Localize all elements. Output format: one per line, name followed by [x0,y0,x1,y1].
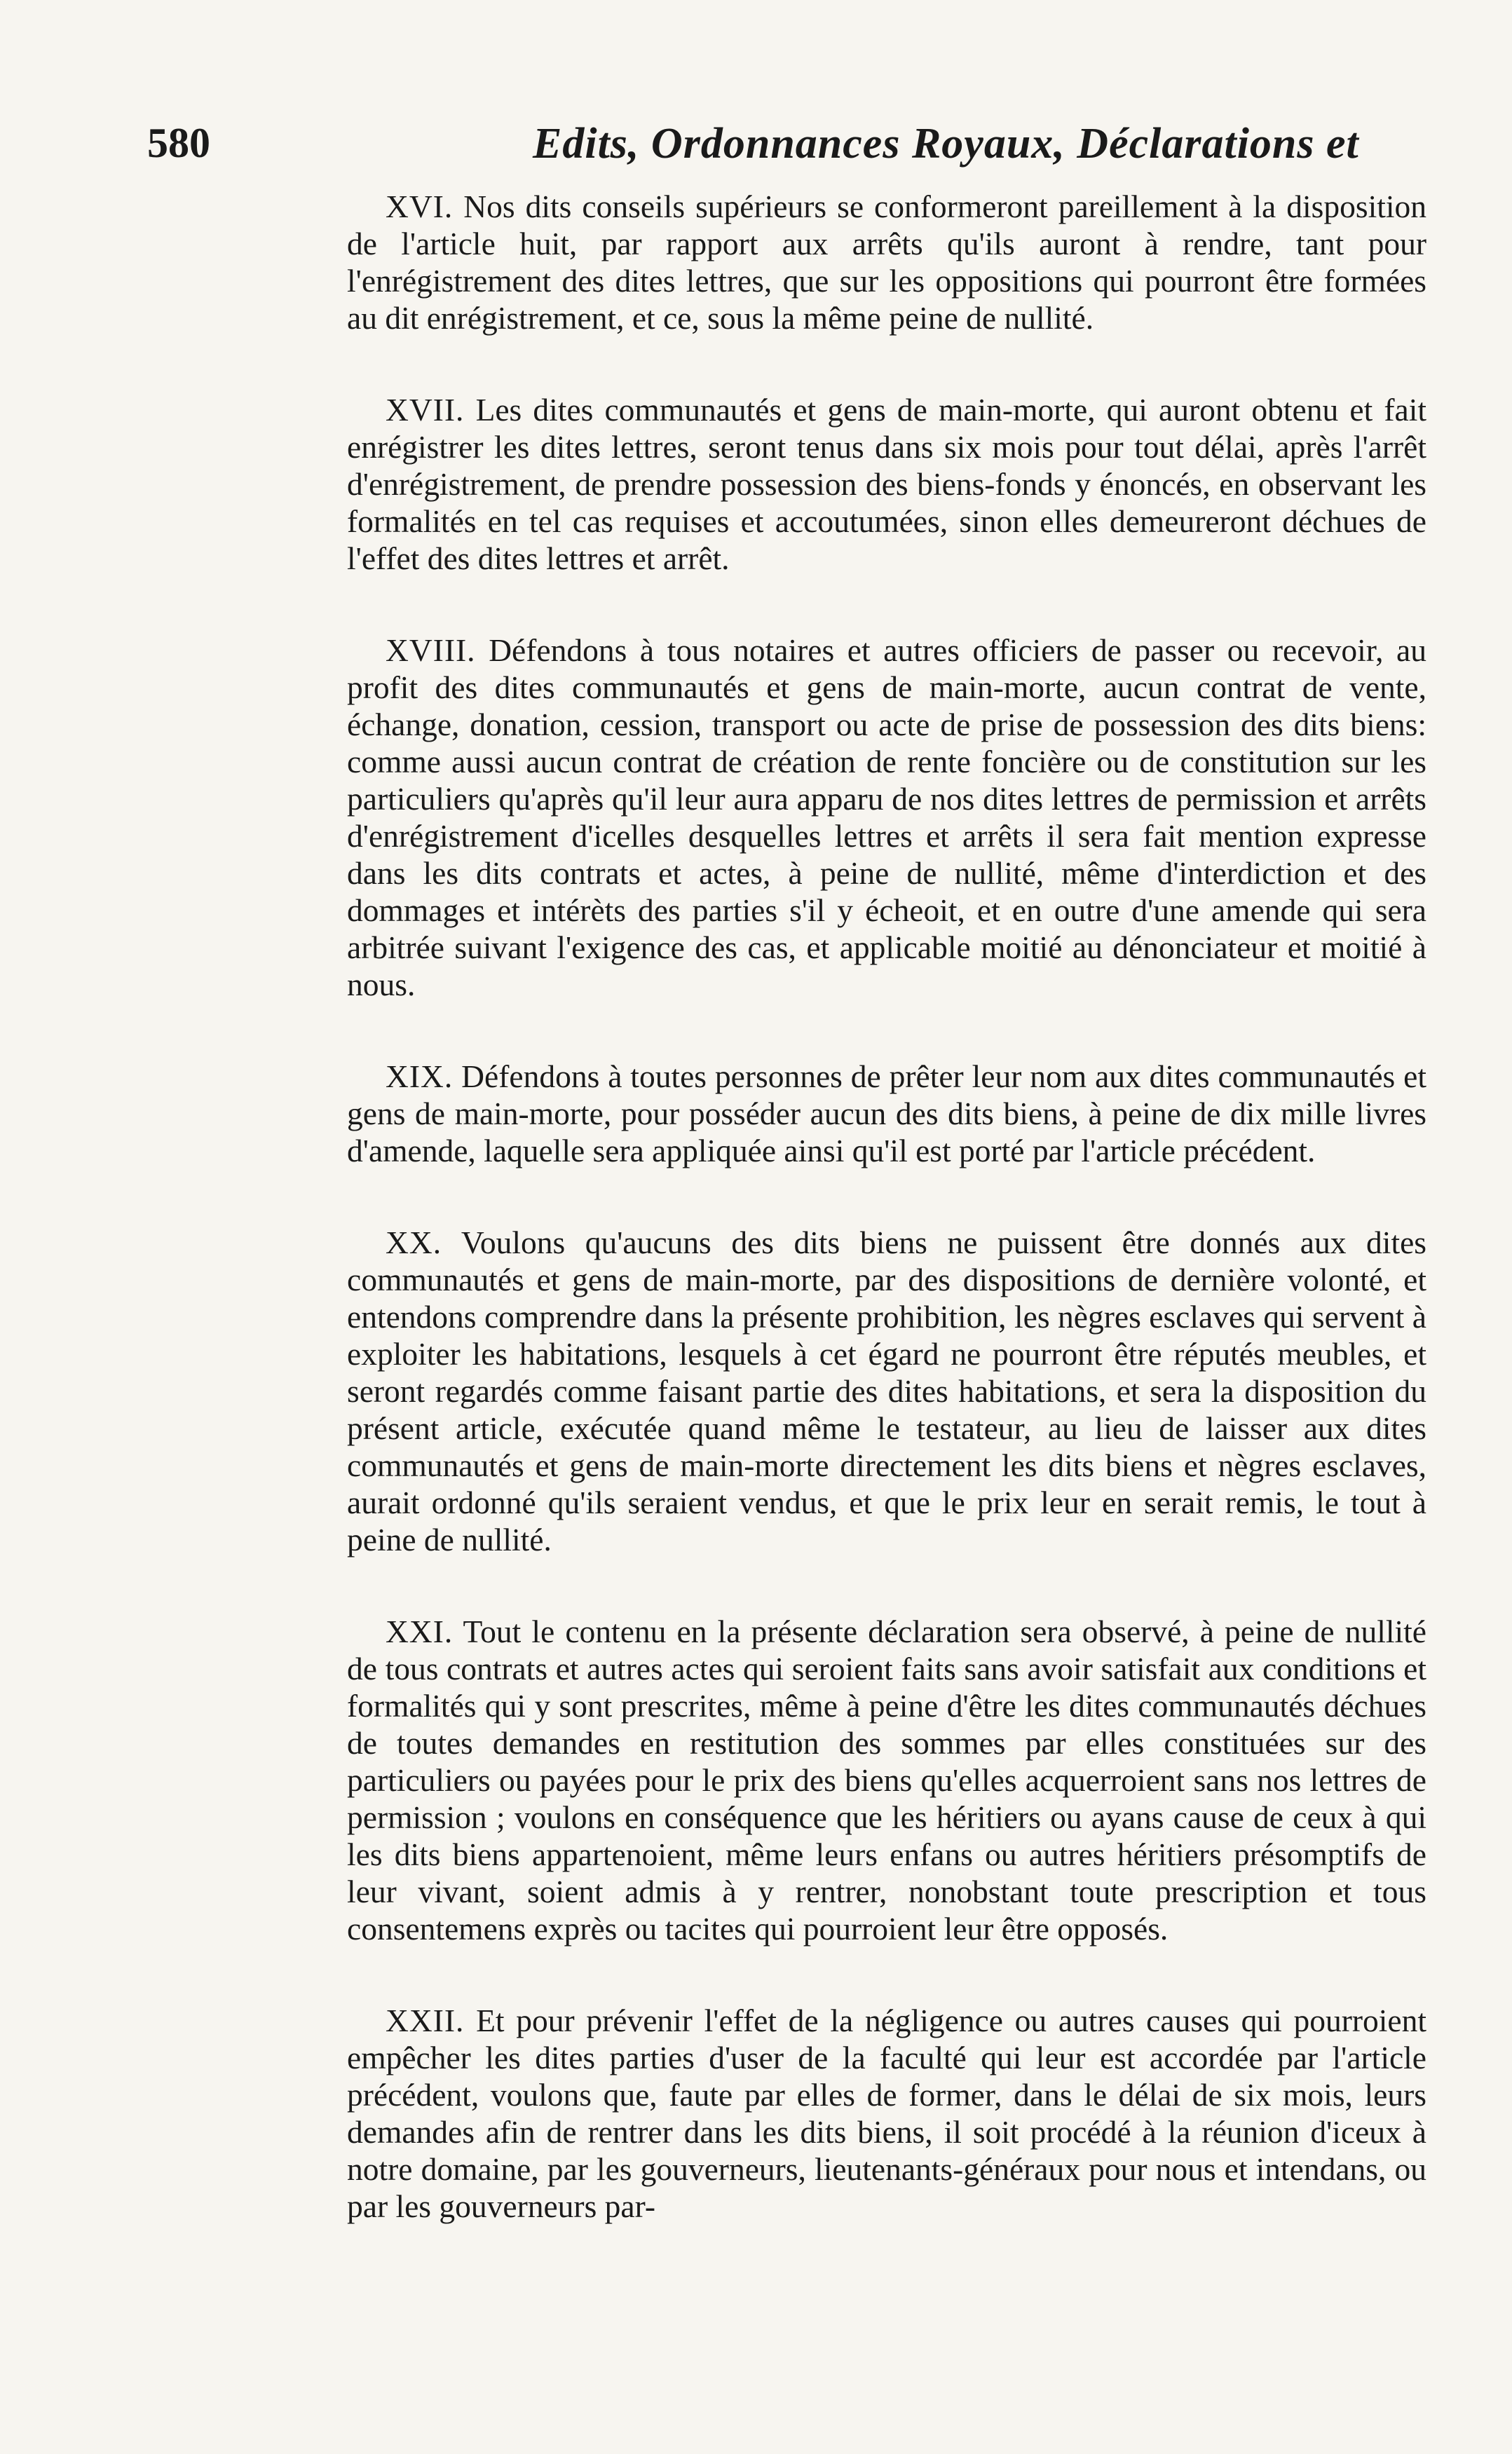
article-number: XX. [386,1225,442,1260]
running-title: Edits, Ordonnances Royaux, Déclarations et [533,120,1359,168]
article-number: XIX. [386,1058,454,1094]
article-number: XVII. [386,392,465,428]
article-number: XXI. [386,1614,454,1649]
article-number: XVI. [386,189,454,224]
page-number: 580 [147,120,210,166]
article-xxii [347,2002,1426,2225]
article-number: XXII. [386,2003,465,2038]
article-text: Défendons à tous notaires et autres officiers de passer ou recevoir, au profit des dites communautés et gens de main-morte, aucun contrat de vente, échange, donation, cession, transport ou acte de prise de possession des dits biens: comme aussi aucun contrat de création de rente foncière ou de constitution sur les particuliers qu'après qu'il leur aura apparu de nos dites lettres de permission et arrêts d'enrégistrement d'icelles desquelles lettres et arrêts il sera fait mention expresse dans les dits contrats et actes, à peine de nullité, même d'interdiction et des dommages et intérèts des parties s'il y écheoit, et en outre d'une amende qui sera arbitrée suivant l'exigence des cas, et applicable moitié au dénonciateur et moitié à nous. [347,632,1427,1002]
article-text: Et pour prévenir l'effet de la négligence ou autres causes qui pourroient empêcher les dites parties d'user de la faculté qui leur est accordée par l'article précédent, voulons que, faute par elles de former, dans le délai de six mois, leurs demandes afin de rentrer dans les dits biens, il soit procédé à la réunion d'iceux à notre domaine, par les gouverneurs, lieutenants-généraux pour nous et intendans, ou par les gouverneurs par- [347,2003,1426,2224]
page-header [147,119,1407,175]
page-body [347,188,1426,2279]
article-text: Les dites communautés et gens de main-morte, qui auront obtenu et fait enrégistrer les dites lettres, seront tenus dans six mois pour tout délai, après l'arrêt d'enrégistrement, de prendre possession des biens-fonds y énoncés, en observant les formalités en tel cas requises et accoutumées, sinon elles demeureront déchues de l'effet des dites lettres et arrêt. [347,392,1426,576]
article-xx [347,1224,1426,1558]
article-xviii [347,632,1426,1003]
article-xxi [347,1613,1426,1947]
article-text: Défendons à toutes personnes de prêter leur nom aux dites communautés et gens de main-morte, pour posséder aucun des dits biens, à peine de dix mille livres d'amende, laquelle sera appliquée ainsi qu'il est porté par l'article précédent. [347,1058,1426,1168]
article-number: XVIII. [386,632,476,668]
article-xvii [347,391,1426,577]
article-xix [347,1058,1426,1169]
article-text: Nos dits conseils supérieurs se conformeront pareillement à la disposition de l'article huit, par rapport aux arrêts qu'ils auront à rendre, tant pour l'enrégistrement des dites lettres, que sur les oppositions qui pourront être formées au dit enrégistrement, et ce, sous la même peine de nullité. [347,189,1426,336]
article-text: Voulons qu'aucuns des dits biens ne puissent être donnés aux dites communautés et gens de main-morte, par des dispositions de dernière volonté, et entendons comprendre dans la présente prohibition, les nègres esclaves qui servent à exploiter les habitations, lesquels à cet égard ne pourront être réputés meubles, et seront regardés comme faisant partie des dites habitations, et sera la disposition du présent article, exécutée quand même le testateur, au lieu de laisser aux dites communautés et gens de main-morte directement les dits biens et nègres esclaves, aurait ordonné qu'ils seraient vendus, et que le prix leur en serait remis, le tout à peine de nullité. [347,1225,1426,1557]
article-xvi [347,188,1426,336]
article-text: Tout le contenu en la présente déclaration sera observé, à peine de nullité de tous contrats et autres actes qui seroient faits sans avoir satisfait aux conditions et formalités qui y sont prescrites, même à peine d'être les dites communautés déchues de toutes demandes en restitution des sommes par elles constituées sur des particuliers ou payées pour le prix des biens qu'elles acquerroient sans nos lettres de permission ; voulons en conséquence que les héritiers ou ayans cause de ceux à qui les dits biens appartenoient, même leurs enfans ou autres héritiers présomptifs de leur vivant, soient admis à y rentrer, nonobstant toute prescription et tous consentemens exprès ou tacites qui pourroient leur être opposés. [347,1614,1426,1947]
